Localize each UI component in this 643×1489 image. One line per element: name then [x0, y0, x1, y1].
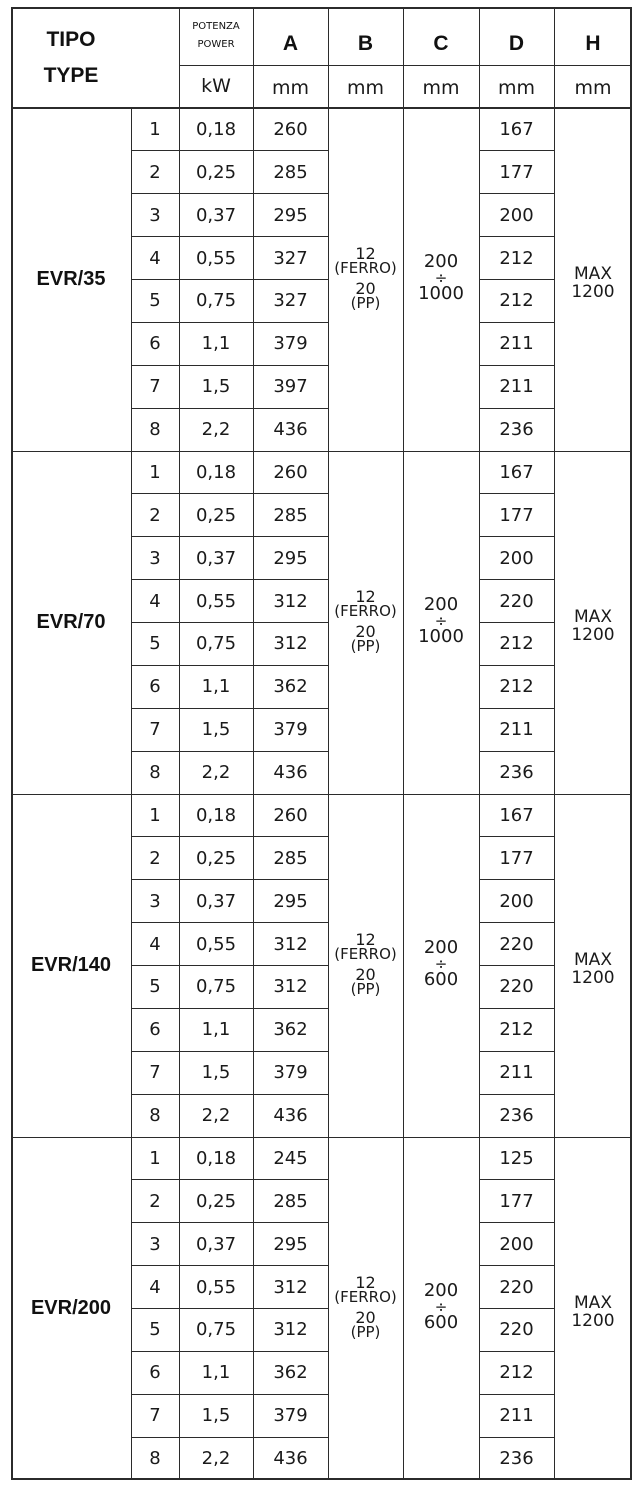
dim-c: [403, 909, 479, 1019]
row-number: 1: [149, 1147, 161, 1169]
header-potenza: POTENZA: [192, 20, 240, 32]
dim-d: 211: [499, 1062, 534, 1084]
power-kw: 0,18: [195, 118, 237, 140]
row-number: 5: [149, 1319, 161, 1341]
dim-a: 295: [273, 204, 308, 226]
dim-a: 312: [273, 976, 308, 998]
dim-d: 167: [499, 804, 534, 826]
dim-h: [554, 1262, 632, 1362]
dim-d: 212: [499, 1019, 534, 1041]
row-number: 7: [149, 719, 161, 741]
dim-a: 285: [273, 161, 308, 183]
dim-a: 312: [273, 1319, 308, 1341]
dim-a: 397: [273, 376, 308, 398]
dim-d: 167: [499, 461, 534, 483]
dim-b-iron-label: (FERRO): [334, 258, 397, 277]
dim-d: 211: [499, 376, 534, 398]
power-kw: 0,37: [195, 1233, 237, 1255]
dim-h-label: MAX: [574, 264, 612, 284]
header-tipo: TIPO: [46, 28, 96, 51]
dim-b-pp: 20: [355, 621, 376, 641]
dim-d: 167: [499, 118, 534, 140]
power-kw: 2,2: [201, 1448, 231, 1470]
row-number: 1: [149, 804, 161, 826]
dim-a: 362: [273, 1362, 308, 1384]
row-number: 8: [149, 1105, 161, 1127]
dim-c-min: 200: [423, 1280, 459, 1301]
header-unit-divider: [179, 65, 632, 66]
dim-d: 212: [499, 633, 534, 655]
dim-b-pp-label: (PP): [350, 293, 381, 312]
dim-d: 212: [499, 676, 534, 698]
row-number: 4: [149, 590, 161, 612]
dim-d: 220: [499, 1276, 534, 1298]
power-kw: 0,18: [195, 804, 237, 826]
dim-b-pp: 20: [355, 1307, 376, 1327]
dim-a: 327: [273, 247, 308, 269]
dim-a: 379: [273, 1062, 308, 1084]
dim-a: 362: [273, 676, 308, 698]
dim-a: 379: [273, 1405, 308, 1427]
dim-c: [403, 566, 479, 676]
dim-a: 260: [273, 118, 308, 140]
dim-b: [328, 1249, 403, 1364]
dim-c-sep: ÷: [434, 612, 448, 630]
dim-h-value: 1200: [571, 968, 615, 988]
header-power-label: POWER: [197, 38, 235, 50]
header-column-divider: [179, 7, 180, 108]
power-kw: 1,5: [201, 719, 231, 741]
header-column-divider: [253, 7, 254, 108]
row-number: 3: [149, 204, 161, 226]
dim-a: 312: [273, 933, 308, 955]
unit-c: mm: [422, 77, 460, 99]
dim-d: 220: [499, 976, 534, 998]
dim-c-max: 1000: [418, 283, 464, 304]
row-number: 7: [149, 376, 161, 398]
dim-b-iron-label: (FERRO): [334, 601, 397, 620]
row-number: 3: [149, 1233, 161, 1255]
row-number: 8: [149, 419, 161, 441]
dim-b-iron-label: (FERRO): [334, 1287, 397, 1306]
row-number: 5: [149, 633, 161, 655]
unit-b: mm: [346, 77, 385, 99]
dimensions-table: [11, 7, 632, 1480]
dim-d: 177: [499, 504, 534, 526]
dim-a: 295: [273, 547, 308, 569]
dim-d: 200: [499, 890, 534, 912]
power-kw: 1,1: [201, 1362, 231, 1384]
dim-d: 212: [499, 1362, 534, 1384]
power-kw: 0,37: [195, 204, 237, 226]
row-number: 2: [149, 161, 161, 183]
dim-b-pp-label: (PP): [350, 636, 381, 655]
row-number: 3: [149, 890, 161, 912]
header-col-b: B: [357, 31, 374, 55]
dim-b-iron: 12: [355, 243, 376, 263]
dim-b-iron: 12: [355, 586, 376, 606]
dim-a: 285: [273, 1190, 308, 1212]
unit-d: mm: [497, 77, 536, 99]
dim-b-iron: 12: [355, 1272, 376, 1292]
dim-a: 285: [273, 504, 308, 526]
row-number: 1: [149, 461, 161, 483]
dim-d: 236: [499, 419, 534, 441]
header-column-divider: [479, 7, 480, 108]
unit-h: mm: [574, 77, 612, 99]
dim-a: 436: [273, 762, 308, 784]
power-kw: 0,37: [195, 547, 237, 569]
dim-d: 125: [499, 1147, 534, 1169]
dim-d: 220: [499, 590, 534, 612]
header-type: [11, 19, 131, 97]
power-kw: 2,2: [201, 419, 231, 441]
dim-h-value: 1200: [571, 282, 615, 302]
row-number: 4: [149, 933, 161, 955]
dim-a: 245: [273, 1147, 308, 1169]
dim-h-value: 1200: [571, 625, 615, 645]
dim-b-pp-label: (PP): [350, 1322, 381, 1341]
dim-h: [554, 919, 632, 1019]
dim-b-iron-label: (FERRO): [334, 944, 397, 963]
row-number: 2: [149, 847, 161, 869]
dim-c-sep: ÷: [434, 1298, 448, 1316]
dim-c-max: 600: [423, 1312, 459, 1333]
dim-c-min: 200: [423, 937, 459, 958]
row-number: 4: [149, 1276, 161, 1298]
header-power: [179, 7, 253, 64]
dim-d: 236: [499, 1105, 534, 1127]
header-type-label: TYPE: [43, 64, 99, 87]
dim-c-sep: ÷: [434, 955, 448, 973]
row-number: 6: [149, 1362, 161, 1384]
dim-h-label: MAX: [574, 607, 612, 627]
dim-c-sep: ÷: [434, 269, 448, 287]
row-number: 7: [149, 1062, 161, 1084]
header-col-c: C: [433, 31, 449, 55]
row-number: 8: [149, 762, 161, 784]
power-kw: 0,55: [195, 247, 237, 269]
dim-a: 436: [273, 1105, 308, 1127]
power-kw: 0,25: [195, 161, 237, 183]
dim-d: 211: [499, 333, 534, 355]
power-kw: 0,25: [195, 504, 237, 526]
dim-d: 200: [499, 1233, 534, 1255]
dim-d: 211: [499, 1405, 534, 1427]
dim-d: 220: [499, 933, 534, 955]
power-kw: 0,55: [195, 1276, 237, 1298]
power-kw: 1,5: [201, 376, 231, 398]
dim-b: [328, 906, 403, 1021]
power-kw: 0,75: [195, 633, 237, 655]
dim-a: 260: [273, 804, 308, 826]
row-number: 2: [149, 1190, 161, 1212]
dim-b-pp: 20: [355, 964, 376, 984]
row-number: 8: [149, 1448, 161, 1470]
power-kw: 1,1: [201, 333, 231, 355]
unit-kw: kW: [201, 75, 231, 97]
dim-h: [554, 576, 632, 676]
dim-c: [403, 223, 479, 333]
dim-d: 236: [499, 762, 534, 784]
row-number: 6: [149, 1019, 161, 1041]
dim-c-min: 200: [423, 251, 459, 272]
dim-a: 285: [273, 847, 308, 869]
header-col-a: A: [282, 31, 299, 55]
dim-d: 212: [499, 247, 534, 269]
row-number: 1: [149, 118, 161, 140]
dim-d: 200: [499, 547, 534, 569]
dim-a: 436: [273, 419, 308, 441]
row-number: 3: [149, 547, 161, 569]
dim-h-value: 1200: [571, 1311, 615, 1331]
dim-c-min: 200: [423, 594, 459, 615]
group-name: EVR/70: [36, 611, 106, 633]
power-kw: 0,25: [195, 1190, 237, 1212]
dim-d: 220: [499, 1319, 534, 1341]
dim-a: 295: [273, 1233, 308, 1255]
dim-a: 312: [273, 590, 308, 612]
row-number: 6: [149, 676, 161, 698]
power-kw: 0,55: [195, 590, 237, 612]
header-column-divider: [403, 7, 404, 108]
row-number: 7: [149, 1405, 161, 1427]
dim-d: 177: [499, 1190, 534, 1212]
power-kw: 0,37: [195, 890, 237, 912]
dim-c-max: 1000: [418, 626, 464, 647]
dim-d: 177: [499, 161, 534, 183]
dim-a: 379: [273, 333, 308, 355]
dim-a: 295: [273, 890, 308, 912]
dim-d: 212: [499, 290, 534, 312]
row-number: 5: [149, 976, 161, 998]
power-kw: 1,5: [201, 1062, 231, 1084]
power-kw: 0,75: [195, 1319, 237, 1341]
dim-a: 362: [273, 1019, 308, 1041]
dim-a: 260: [273, 461, 308, 483]
unit-a: mm: [271, 77, 310, 99]
power-kw: 0,18: [195, 1147, 237, 1169]
dim-c: [403, 1252, 479, 1362]
row-number: 5: [149, 290, 161, 312]
dim-h: [554, 233, 632, 333]
group-name: EVR/200: [30, 1297, 112, 1319]
row-number: 6: [149, 333, 161, 355]
power-kw: 1,1: [201, 676, 231, 698]
dim-a: 312: [273, 633, 308, 655]
table-border-top: [11, 7, 632, 9]
dim-a: 436: [273, 1448, 308, 1470]
dim-a: 379: [273, 719, 308, 741]
dim-b: [328, 220, 403, 335]
power-kw: 2,2: [201, 762, 231, 784]
dim-d: 211: [499, 719, 534, 741]
dim-b: [328, 563, 403, 678]
dim-b-iron: 12: [355, 929, 376, 949]
group-name: EVR/140: [30, 954, 112, 976]
power-kw: 0,75: [195, 290, 237, 312]
dim-b-pp-label: (PP): [350, 979, 381, 998]
header-column-divider: [554, 7, 555, 108]
power-kw: 2,2: [201, 1105, 231, 1127]
header-col-d: D: [508, 31, 525, 55]
dim-d: 200: [499, 204, 534, 226]
header-col-h: H: [585, 31, 601, 55]
table-border-right: [630, 7, 632, 1480]
row-number: 2: [149, 504, 161, 526]
row-number: 4: [149, 247, 161, 269]
dim-a: 312: [273, 1276, 308, 1298]
dim-d: 236: [499, 1448, 534, 1470]
power-kw: 0,75: [195, 976, 237, 998]
power-kw: 1,5: [201, 1405, 231, 1427]
power-kw: 0,18: [195, 461, 237, 483]
dim-d: 177: [499, 847, 534, 869]
power-kw: 1,1: [201, 1019, 231, 1041]
dim-h-label: MAX: [574, 950, 612, 970]
dim-a: 327: [273, 290, 308, 312]
dim-c-max: 600: [423, 969, 459, 990]
dim-b-pp: 20: [355, 278, 376, 298]
power-kw: 0,25: [195, 847, 237, 869]
dim-h-label: MAX: [574, 1293, 612, 1313]
group-name: EVR/35: [36, 268, 106, 290]
power-kw: 0,55: [195, 933, 237, 955]
header-column-divider: [328, 7, 329, 108]
